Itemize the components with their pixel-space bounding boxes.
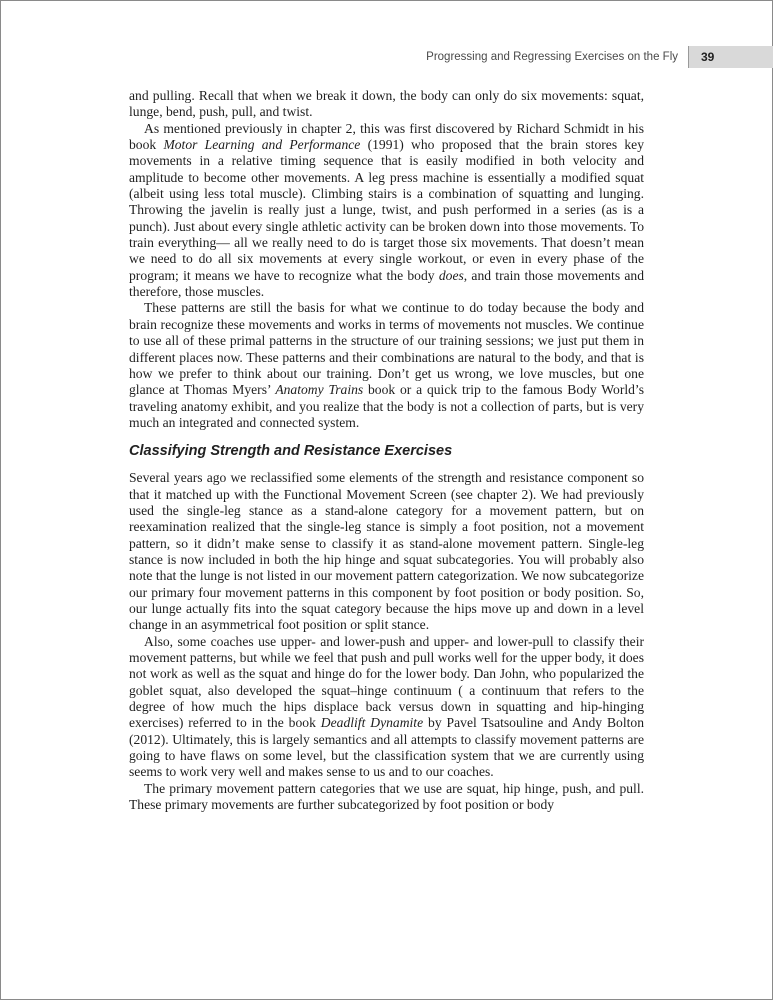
book-title-anatomy-trains: Anatomy Trains <box>275 382 364 398</box>
page-number: 39 <box>689 46 773 68</box>
section-heading: Classifying Strength and Resistance Exercises <box>129 443 453 460</box>
paragraph-5: Also, some coaches use upper- and lower-push and upper- and lower-pull to classify their movement patterns, but while we feel that push and pull works well for the upper body, it does not work as well as the squat and hinge do for the lower body. Dan John, who popularized the goblet squat, also developed the squat–hinge continuum ( a continuum that refers to the degree of how much the hips displace back versus down in squatting and hip-hinging exercises) referred to in the book Deadlift Dynamite by Pavel Tsatsouline and Andy Bolton (2012). Ultimately, this is largely semantics and all attempts to classify movement patterns are going to have flaws on some level, but the classification system that we are currently using seems to work very well and makes sense to us and to our coaches. <box>129 633 644 780</box>
emphasis-does: does <box>438 267 464 283</box>
paragraph-2: As mentioned previously in chapter 2, this was first discovered by Richard Schmidt in his book Motor Learning and Performance (1991) who proposed that the brain stores key movements in a relative timing sequence that is easily modified in both velocity and amplitude to become other movements. A leg press machine is essentially a modified squat (albeit using less total muscle). Climbing stairs is a combination of squatting and lunging. Throwing the javelin is really just a lunge, twist, and push performed in a series (as is a punch). Just about every single athletic activity can be broken down into those movements. To train everything— all we really need to do is target those six movements. That doesn’t mean we need to do all six movements at every single workout, or even in every phase of the program; it means we have to recognize what the body does, and train those movements and therefore, those muscles. <box>129 120 644 300</box>
paragraph-4: Several years ago we reclassified some elements of the strength and resistance component so that it matched up with the Functional Movement Screen (see chapter 2). We had previously used the single-leg stance as a stand-alone category for a movement pattern, but on reexamination realized that the single-leg stance is simply a foot position, not a movement pattern, so it didn’t make sense to classify it as stand-alone movement pattern. Single-leg stance is now included in both the hip hinge and squat subcategories. You will probably also note that the lunge is not listed in our movement pattern categorization. We now subcategorize our primary four movement patterns in this component by foot position or body position. So, our lunge actually fits into the squat category because the hips move up and down in a level change in an asymmetrical foot position or split stance. <box>129 470 644 633</box>
running-title: Progressing and Regressing Exercises on the Fly <box>426 46 689 68</box>
paragraph-1: and pulling. Recall that when we break it down, the body can only do six movements: squat, lunge, bend, push, pull, and twist. <box>129 88 644 120</box>
paragraph-3: These patterns are still the basis for what we continue to do today because the body and brain recognize these movements and works in terms of movements not muscles. We continue to use all of these primal patterns in the structure of our training sessions; we just put them in different places now. These patterns and their combinations are natural to the body, and that is how we prefer to think about our training. Don’t get us wrong, we love muscles, but one glance at Thomas Myers’ Anatomy Trains book or a quick trip to the famous Body World’s traveling anatomy exhibit, and you realize that the body is not a collection of parts, but is very much an integrated and connected system. <box>129 300 644 430</box>
paragraph-6: The primary movement pattern categories that we use are squat, hip hinge, push, and pull. These primary movements are further subcategorized by foot position or body <box>129 780 644 813</box>
book-title-motor-learning: Motor Learning and Performance <box>163 137 361 153</box>
running-header <box>426 46 773 68</box>
book-title-deadlift-dynamite: Deadlift Dynamite <box>320 715 424 731</box>
page-content <box>129 88 644 813</box>
